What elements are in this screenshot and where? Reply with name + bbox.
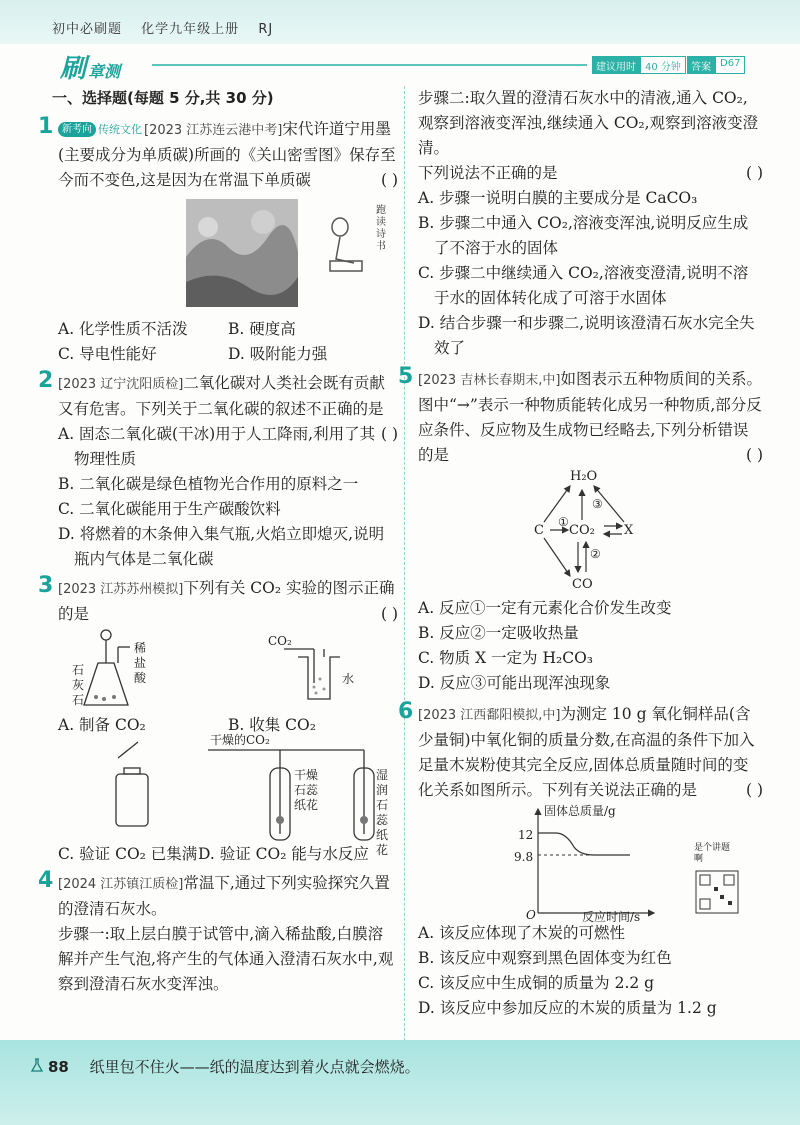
qr-label: 是个讲题啊 — [694, 843, 731, 864]
question-ask: 下列说法不正确的是 — [418, 164, 558, 182]
tick-12: 12 — [518, 828, 534, 842]
answer-blank: ( ) — [380, 605, 398, 623]
question-6 — [398, 699, 763, 1021]
acid-label: 稀 盐 酸 — [134, 641, 147, 685]
option-a[interactable]: A. 步骤一说明白膜的主要成分是 CaCO₃ — [418, 189, 698, 207]
question-source: [2023 江西鄱阳模拟,中] — [418, 708, 561, 723]
step-1: 步骤一:取上层白膜于试管中,滴入稀盐酸,白膜溶解并产生气泡,将产生的气体通入澄清石灰水中,观察到澄清石灰水变浑浊。 — [58, 925, 394, 993]
water-label: 水 — [342, 672, 355, 686]
option-d[interactable]: D. 吸附能力强 — [228, 345, 328, 363]
q4-ask — [418, 161, 763, 186]
option-c[interactable]: C. 验证 CO₂ 已集满 — [58, 845, 198, 863]
node-x: X — [624, 523, 634, 538]
question-1 — [38, 114, 398, 367]
chapter-test-bar — [42, 50, 782, 84]
option-b[interactable]: B. 步骤二中通入 CO₂,溶液变浑浊,说明反应生成了不溶于水的固体 — [418, 214, 749, 257]
answer-blank: ( ) — [745, 446, 763, 464]
answer-blank: ( ) — [745, 164, 763, 182]
question-stem: 常温下,通过下列实验探究久置的澄清石灰水。 — [58, 874, 390, 918]
question-number: 5 — [398, 364, 414, 389]
q3-options-row-2 — [58, 842, 398, 867]
series-name: 初中必刷题 — [52, 22, 123, 37]
question-3 — [38, 573, 398, 867]
node-co: CO — [572, 577, 593, 592]
culture-badge: 传统文化 — [98, 123, 142, 136]
answer-page: D67 — [715, 56, 745, 74]
option-a[interactable]: A. 制备 CO₂ — [58, 716, 146, 734]
question-stem: 宋代许道宁用墨(主要成分为单质碳)所画的《关山密雪图》保存至今而不变色,这是因为在常温下单质碳 — [58, 120, 396, 189]
new-trend-badge: 新考向 — [58, 122, 96, 137]
y-axis-label: 固体总质量/g — [544, 804, 616, 818]
option-d[interactable]: D. 验证 CO₂ 能与水反应 — [198, 845, 369, 863]
step-2: 步骤二:取久置的澄清石灰水中的清液,通入 CO₂,观察到溶液变浑浊,继续通入 CO₂,观察到溶液变澄清。 — [418, 89, 759, 157]
question-number: 4 — [38, 868, 54, 893]
q1-options-row-2 — [58, 342, 398, 367]
option-b[interactable]: B. 硬度高 — [228, 320, 296, 338]
answer-blank: ( ) — [380, 171, 398, 189]
question-stem: 二氧化碳对人类社会既有贡献又有危害。下列关于二氧化碳的叙述不正确的是 — [58, 374, 385, 418]
section-title: 一、选择题(每题 5 分,共 30 分) — [52, 89, 274, 107]
question-source: [2023 江苏苏州模拟] — [58, 582, 184, 597]
question-5 — [398, 364, 763, 696]
question-source: [2023 江苏连云港中考] — [144, 123, 283, 138]
option-d[interactable]: D. 结合步骤一和步骤二,说明该澄清石灰水完全失效了 — [418, 314, 755, 357]
apparatus-cd — [58, 738, 398, 842]
option-c[interactable]: C. 导电性能好 — [58, 345, 157, 363]
time-key: 建议用时 — [592, 56, 640, 74]
q3-figure-ab — [58, 627, 398, 713]
flask-icon — [30, 1058, 44, 1072]
page-number: 88 — [48, 1058, 69, 1076]
label-1: ① — [558, 515, 569, 529]
page-header — [0, 0, 800, 82]
book-name: 化学九年级上册 — [141, 22, 240, 37]
q1-options-row-1 — [58, 317, 398, 342]
option-c[interactable]: C. 步骤二中继续通入 CO₂,溶液变澄清,说明不溶于水的固体转化成了可溶于水固体 — [418, 264, 749, 307]
option-b[interactable]: B. 反应②一定吸收热量 — [418, 624, 579, 642]
tick-9-8: 9.8 — [514, 850, 534, 864]
wet-litmus-label: 湿润 石蕊 纸花 — [376, 768, 389, 857]
node-c: C — [534, 523, 544, 538]
left-column — [38, 86, 398, 997]
node-co2: CO₂ — [569, 523, 595, 538]
series-title — [52, 18, 287, 37]
footer-content — [48, 1056, 420, 1077]
label-3: ③ — [592, 497, 603, 511]
suggested-time-tag — [592, 56, 686, 74]
painting-illustration — [58, 197, 398, 317]
question-number: 2 — [38, 368, 54, 393]
time-value: 40 分钟 — [640, 56, 686, 74]
node-h2o: H₂O — [570, 469, 598, 484]
footer-tip: 纸里包不住火——纸的温度达到着火点就会燃烧。 — [89, 1058, 420, 1076]
question-stem: 为测定 10 g 氧化铜样品(含少量铜)中氧化铜的质量分数,在高温的条件下加入足量木炭粉使其完全反应,固体总质量随时间的变化关系如图所示。下列有关说法正确的是 — [418, 705, 755, 799]
question-number: 1 — [38, 114, 54, 139]
option-d[interactable]: D. 反应③可能出现浑浊现象 — [418, 674, 611, 692]
header-rule — [152, 64, 587, 66]
question-source: [2024 江苏镇江质检] — [58, 877, 184, 892]
mass-time-chart — [418, 803, 763, 924]
question-source: [2023 吉林长春期末,中] — [418, 373, 561, 388]
answer-key: 答案 — [687, 56, 715, 74]
right-column — [398, 86, 763, 1021]
question-stem: 下列有关 CO₂ 实验的图示正确的是 — [58, 579, 395, 623]
question-stem: 如图表示五种物质间的关系。图中“→”表示一种物质能转化成另一种物质,部分反应条件、反应物及生成物已经略去,下列分析错误的是 — [418, 370, 763, 464]
question-2 — [38, 368, 398, 572]
option-a[interactable]: A. 该反应体现了木炭的可燃性 — [418, 924, 626, 942]
x-axis-label: 反应时间/s — [582, 910, 641, 924]
co2-label: CO₂ — [268, 634, 292, 648]
limestone-label: 石 灰 石 — [72, 663, 85, 707]
answer-blank: ( ) — [380, 425, 398, 443]
answer-blank: ( ) — [745, 781, 763, 799]
option-a[interactable]: A. 化学性质不活泼 — [58, 320, 188, 338]
edition: RJ — [258, 22, 274, 37]
question-number: 6 — [398, 699, 414, 724]
option-a[interactable]: A. 固态二氧化碳(干冰)用于人工降雨,利用了其物理性质 — [58, 425, 376, 468]
question-4 — [38, 868, 398, 997]
page-footer — [0, 1040, 800, 1125]
q1-figure — [58, 197, 398, 317]
option-b[interactable]: B. 该反应中观察到黑色固体变为红色 — [418, 949, 672, 967]
brand-subtitle: 章测 — [88, 62, 121, 81]
option-b[interactable]: B. 二氧化碳是绿色植物光合作用的原料之一 — [58, 475, 359, 493]
origin-label: O — [526, 908, 536, 922]
column-divider — [404, 86, 405, 1046]
label-2: ② — [590, 547, 601, 561]
conversion-diagram — [418, 469, 763, 596]
brand-logo — [60, 48, 121, 84]
option-c[interactable]: C. 该反应中生成铜的质量为 2.2 g — [418, 974, 655, 992]
dry-co2-label: 干燥的CO₂ — [210, 733, 270, 747]
question-number: 3 — [38, 573, 54, 598]
mascot-caption: 跑读诗书 — [376, 205, 386, 252]
answer-page-tag — [687, 56, 745, 74]
option-d[interactable]: D. 该反应中参加反应的木炭的质量为 1.2 g — [418, 999, 717, 1017]
option-b[interactable]: B. 收集 CO₂ — [228, 716, 316, 734]
option-d[interactable]: D. 将燃着的木条伸入集气瓶,火焰立即熄灭,说明瓶内气体是二氧化碳 — [58, 525, 385, 568]
question-source: [2023 辽宁沈阳质检] — [58, 377, 184, 392]
brand-char: 刷 — [60, 54, 87, 84]
option-c[interactable]: C. 二氧化碳能用于生产碳酸饮料 — [58, 500, 281, 518]
dry-litmus-label: 干燥 石蕊 纸花 — [294, 768, 319, 812]
option-c[interactable]: C. 物质 X 一定为 H₂CO₃ — [418, 649, 593, 667]
option-a[interactable]: A. 反应①一定有元素化合价发生改变 — [418, 599, 672, 617]
